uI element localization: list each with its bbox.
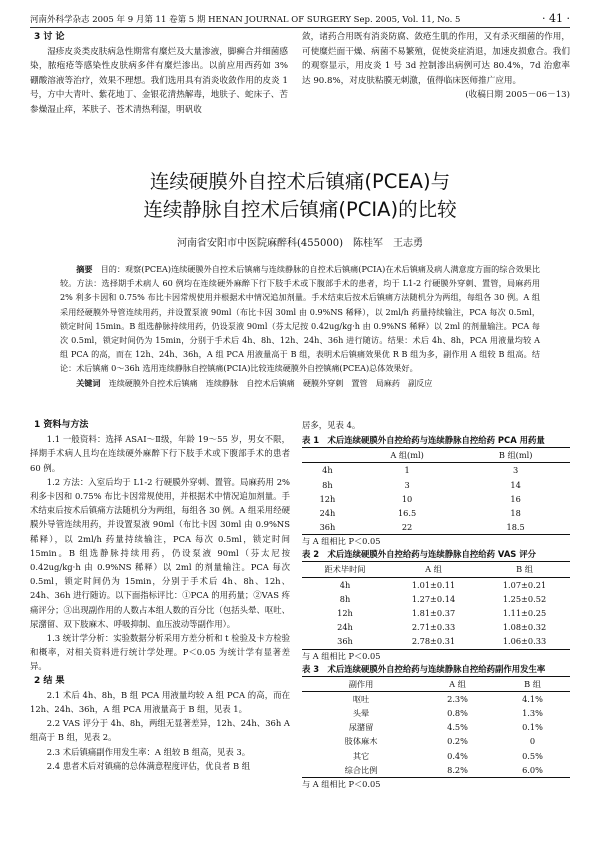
table-cell: 综合比例 bbox=[302, 763, 420, 778]
table-row bbox=[302, 492, 570, 506]
table-row bbox=[302, 691, 570, 706]
table-cell: 1 bbox=[404, 465, 410, 476]
table-cell: 1.11±0.25 bbox=[502, 608, 547, 619]
table-cell: 其它 bbox=[352, 750, 370, 761]
prev-right-column bbox=[302, 30, 570, 103]
table-cell: 1.06±0.33 bbox=[479, 634, 570, 649]
table-cell: 头晕 bbox=[352, 708, 370, 719]
body-paragraph: 2.2 VAS 评分于 4h、8h，两组无显著差异，12h、24h、36h A 组高于 B 组，见表 2。 bbox=[30, 718, 290, 743]
table-2 bbox=[302, 548, 570, 662]
table-cell: 36h bbox=[302, 520, 353, 535]
table-cell: 36h bbox=[302, 634, 388, 649]
table-cell: 0.8% bbox=[447, 708, 468, 719]
table-cell: 4h bbox=[322, 465, 333, 476]
table-header-cell: B 组(ml) bbox=[461, 448, 570, 463]
table-cell: 0.2% bbox=[447, 736, 468, 747]
table-cell: 16.5 bbox=[397, 508, 417, 519]
section-heading-results: 2 结 果 bbox=[34, 675, 65, 686]
table-cell: 1.07±0.21 bbox=[502, 579, 547, 590]
table-cell: 8.2% bbox=[420, 763, 495, 778]
table-cell: 16 bbox=[510, 493, 521, 504]
table-cell: 3 bbox=[404, 479, 410, 490]
table-cell: 1.25±0.52 bbox=[502, 593, 547, 604]
body-paragraph: 1.3 统计学分析：实验数据分析采用方差分析和 t 检验及卡方检验和概率，对相关资料进行统计学处理。P＜0.05 为统计学有显著差异。 bbox=[30, 633, 290, 672]
table-row bbox=[302, 577, 570, 592]
body-paragraph: 1.1 一般资料：选择 ASAⅠ～Ⅱ级，年龄 19～55 岁，男女不限，择期手术病人且均在连续硬外麻醉下行下肢手术或下腹部手术的患者 60 例。 bbox=[30, 434, 290, 473]
table-cell: 24h bbox=[319, 508, 336, 519]
table-row bbox=[302, 734, 570, 748]
abstract-block bbox=[60, 262, 540, 390]
article-title bbox=[0, 168, 600, 224]
table-header-cell: 距术毕时间 bbox=[302, 562, 388, 577]
prev-paragraph: 湿疹皮炎类皮肤病急性期常有糜烂及大量渗液，脚癣合并细菌感染，脓疱疮等感染性皮肤病多伴有糜烂渗出。以前应用西药如 3% 硼酸溶液等治疗，效果不理想。我们选用具有消炎收敛作用的皮炎 1 号，方中大青叶、紫花地丁、金银花清热解毒，地肤子、蛇床子、苦参燥湿止痒，苯肤子、苍术清热利湿，明矾收 bbox=[30, 46, 288, 115]
table-cell: 1.81±0.37 bbox=[411, 608, 456, 619]
table-row bbox=[302, 606, 570, 620]
journal-info: 河南外科学杂志 2005 年 9 月第 11 卷第 5 期 HENAN JOURNAL OF SURGERY Sep. 2005, Vol. 11, No. 5 bbox=[30, 15, 461, 25]
table-cell: 0.1% bbox=[522, 722, 543, 733]
table-header-cell: A 组 bbox=[388, 562, 479, 577]
abstract-label: 摘要 bbox=[76, 264, 93, 274]
table-caption: 表 1 术后连续硬膜外自控给药与连续静脉自控给药 PCA 用药量 bbox=[302, 435, 545, 446]
table-cell: 8h bbox=[339, 593, 351, 604]
table-cell: 4h bbox=[339, 579, 351, 590]
table-cell: 22 bbox=[353, 520, 461, 535]
running-header bbox=[30, 9, 570, 28]
prev-paragraph-cont: 敛，诸药合用既有消炎防腐、敛疮生肌的作用，又有杀灭细菌的作用，可使糜烂面干燥、病菌不易繁殖，促使炎症消退，加速皮损愈合。我们的观察显示，用皮炎 1 号 3d 控制渗出病例可达 80.4%，7d 治愈率达 90.8%，对皮肤粘膜无刺激，值得临床医师推广应用。 bbox=[302, 32, 570, 86]
table-cell: 0 bbox=[529, 736, 536, 747]
author-line: 河南省安阳市中医院麻醉科(455000) 陈桂军 王志勇 bbox=[177, 238, 423, 249]
table-cell: 4.1% bbox=[522, 693, 543, 704]
abstract-text: 目的：观察(PCEA)连续硬膜外自控术后镇痛与连续静脉的自控术后镇痛(PCIA)在术后镇痛及病人满意度方面的综合效果比较。方法：选择期手术病人 60 例均在连续硬外麻醉下行下肢手术或下腹部手术的患者，均于 L1-2 行硬膜外穿刺、置管，局麻药用 2% 利多卡因和 0.75% 布比卡因常规使用并根据术中情况追加剂量。手术结束后按术后镇痛方法随机分为两组，每组各 30 例。A 组采用经硬膜外导管连续用药，并设置泵液 90ml（布比卡因 30ml 由 0.9%NS 稀释），以 2ml/h 药量持续输注，PCA 每次 0.5ml，锁定时间 15min。B 组选静脉持续用药，仍设泵液 90ml（芬太尼按 0.42ug/kg·h 由 0.9%NS 稀释）以 2ml 的剂量输注。PCA 每次 0.5ml，锁定时间仍为 15min，分别于手术后 4h、8h、12h、24h、36h 进行随访。结果：术后 4h、8h，PCA 用液量均较 A 组 PCA 的高，而在 12h、24h、36h，A 组 PCA 用液量高于 B 组，表明术后镇痛效果优 R B 组为多，副作用 A 组较 B 组高。结论：术后镇痛 0～36h 选用连续静脉自控镇痛(PCIA)比较连续硬膜外自控镇痛(PCEA)总体效果好。 bbox=[60, 264, 540, 374]
table-cell: 呕吐 bbox=[352, 693, 370, 704]
table-header-cell: B 组 bbox=[495, 676, 570, 691]
table-cell: 1.27±0.14 bbox=[411, 593, 456, 604]
received-date: (收稿日期 2005－06－13) bbox=[465, 90, 570, 101]
page-number: · 41 · bbox=[542, 12, 570, 25]
table-header-cell: 副作用 bbox=[302, 676, 420, 691]
table-3 bbox=[302, 663, 570, 791]
table-3-grid bbox=[302, 676, 570, 778]
table-row bbox=[302, 720, 570, 734]
title-line-1: 连续硬膜外自控术后镇痛(PCEA)与 bbox=[149, 170, 451, 193]
body-right-column bbox=[302, 418, 570, 791]
table-row bbox=[302, 478, 570, 492]
table-cell: 12h bbox=[319, 493, 336, 504]
table-row bbox=[302, 706, 570, 720]
table-cell: 0.5% bbox=[522, 750, 543, 761]
table-cell: 8h bbox=[322, 479, 333, 490]
table-1-grid bbox=[302, 447, 570, 535]
table-note: 与 A 组相比 P＜0.05 bbox=[302, 650, 381, 661]
table-1 bbox=[302, 434, 570, 548]
table-cell: 6.0% bbox=[495, 763, 570, 778]
keywords-label: 关键词 bbox=[76, 377, 101, 388]
table-row bbox=[302, 620, 570, 634]
table-row bbox=[302, 463, 570, 478]
body-left-column bbox=[30, 418, 290, 773]
table-cell: 2.71±0.33 bbox=[411, 622, 456, 633]
table-2-grid bbox=[302, 561, 570, 649]
keywords-text: 连续硬膜外自控术后镇痛 连续静脉 自控术后镇痛 硬膜外穿刺 置管 局麻药 副反应 bbox=[108, 377, 433, 388]
table-cell: 10 bbox=[401, 493, 413, 504]
table-note: 与 A 组相比 P＜0.05 bbox=[302, 536, 381, 547]
table-cell: 1.01±0.11 bbox=[411, 579, 456, 590]
section-heading-methods: 1 资料与方法 bbox=[34, 420, 89, 430]
table-cell: 14 bbox=[510, 479, 521, 490]
table-row bbox=[302, 749, 570, 763]
body-paragraph: 1.2 方法：入室后均于 L1-2 行硬膜外穿刺、置管。局麻药用 2% 利多卡因和 0.75% 布比卡因常规使用，并根据术中情况追加剂量。手术结束后按术后镇痛方法随机分为两组，每组各 30 例。A 组采用经硬膜外导管连续用药，并设置泵液 90ml（布比卡因 30ml 由 0.9%NS 稀释），以 2ml/h 药量持续输注，PCA 每次 0.5ml，锁定时间 15min。B 组选静脉持续用药，仍设泵液 90ml（芬太尼按 0.42ug/kg·h 由 0.9%NS 稀释）以 2ml 的剂量输注。PCA 每次 0.5ml，锁定时间仍为 15min，分别于手术后 4h、8h、12h、24h、36h 进行随访。以下面指标评比：①PCA 的用药量；②VAS 疼痛评分；③出现副作用的人数占本组人数的百分比（包括头晕、呕吐、尿潴留、双下肢麻木、呼吸抑制、血压波动等副作用）。 bbox=[30, 476, 290, 629]
body-paragraph: 2.1 术后 4h、8h，B 组 PCA 用液量均较 A 组 PCA 的高，而在 12h、24h、36h，A 组 PCA 用液量高于 B 组，见表 1。 bbox=[30, 689, 290, 715]
table-cell: 1.08±0.32 bbox=[502, 622, 547, 633]
table-cell: 2.3% bbox=[447, 693, 468, 704]
body-paragraph-cont: 居多，见表 4。 bbox=[302, 420, 361, 430]
table-cell: 2.78±0.31 bbox=[388, 634, 479, 649]
table-caption: 表 2 术后连续硬膜外自控给药与连续静脉自控给药 VAS 评分 bbox=[302, 549, 536, 560]
table-cell: 4.5% bbox=[447, 722, 468, 733]
table-note: 与 A 组相比 P＜0.05 bbox=[302, 779, 381, 790]
table-cell: 肢体麻木 bbox=[344, 736, 378, 747]
table-cell: 3 bbox=[513, 465, 519, 476]
section-heading: 3 讨 论 bbox=[34, 32, 65, 42]
table-cell: 尿潴留 bbox=[348, 722, 374, 733]
table-row bbox=[302, 592, 570, 606]
table-row bbox=[302, 506, 570, 520]
table-cell: 24h bbox=[337, 622, 353, 633]
body-paragraph: 2.3 术后镇痛副作用发生率：A 组较 B 组高，见表 3。 bbox=[46, 746, 251, 757]
table-header-cell bbox=[302, 448, 353, 463]
table-header-cell: A 组(ml) bbox=[353, 448, 461, 463]
table-cell: 1.3% bbox=[522, 708, 543, 719]
title-line-2: 连续静脉自控术后镇痛(PCIA)的比较 bbox=[143, 198, 457, 221]
table-header-cell: A 组 bbox=[420, 676, 495, 691]
table-header-cell: B 组 bbox=[479, 562, 570, 577]
table-cell: 18.5 bbox=[461, 520, 570, 535]
table-cell: 18 bbox=[510, 508, 521, 519]
table-row bbox=[302, 763, 570, 778]
table-cell: 0.4% bbox=[447, 750, 468, 761]
table-row bbox=[302, 634, 570, 649]
table-caption: 表 3 术后连续硬膜外自控给药与连续静脉自控给药副作用发生率 bbox=[302, 663, 546, 674]
table-row bbox=[302, 520, 570, 535]
body-paragraph: 2.4 患者术后对镇痛的总体满意程度评估，优良者 B 组 bbox=[46, 760, 251, 771]
prev-left-column bbox=[30, 30, 288, 118]
table-cell: 12h bbox=[337, 608, 353, 619]
